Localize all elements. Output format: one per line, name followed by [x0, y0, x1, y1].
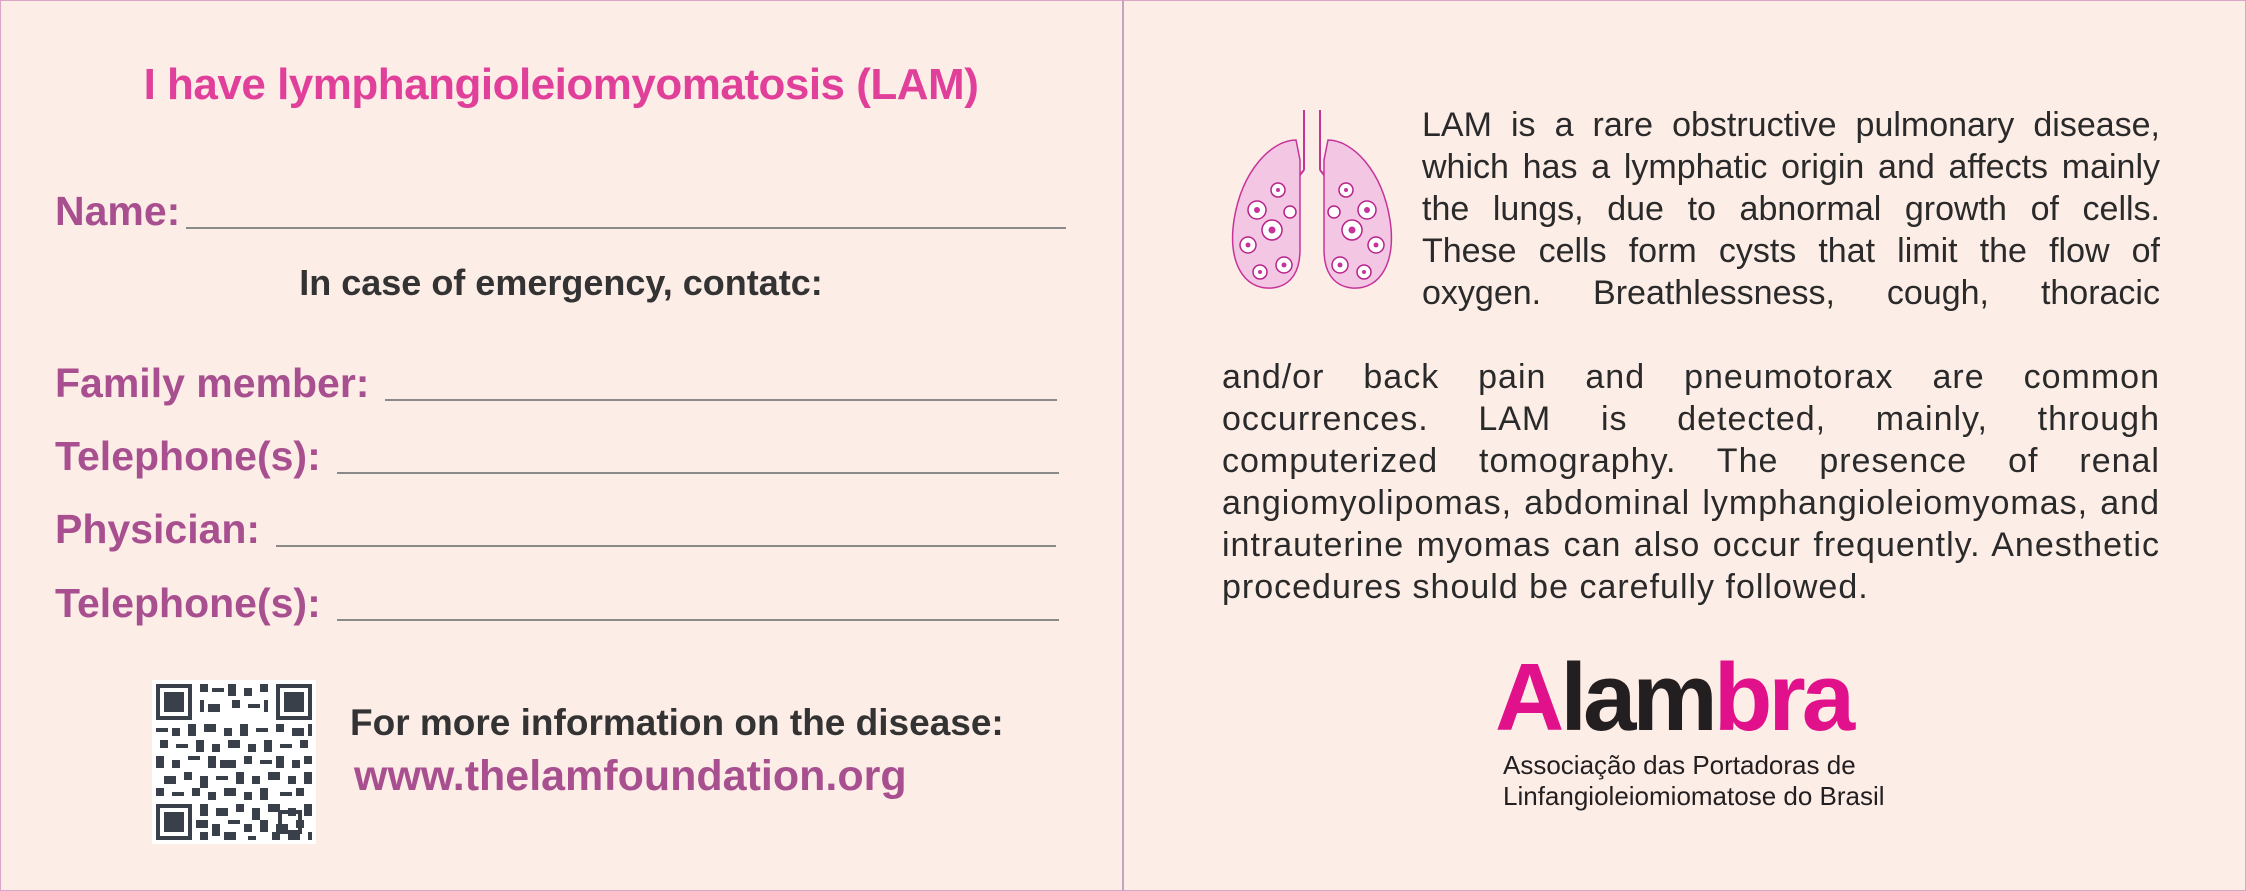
- lungs-illustration-icon: [1212, 100, 1412, 300]
- center-fold-divider: [1122, 0, 1124, 891]
- name-field: [55, 188, 1066, 235]
- description-top: LAM is a rare obstructive pulmonary disease, which has a lymphatic origin and affects mainly the lungs, due to abnormal growth of cells. These cells form cysts that limit the flow of oxygen. Breathlessness, cough, thoracic: [1422, 106, 2160, 312]
- alambra-subtitle: [1503, 750, 1915, 812]
- family-member-field: [55, 360, 1057, 407]
- physician-line[interactable]: [276, 545, 1056, 547]
- alambra-subtitle-line1: Associação das Portadoras de: [1503, 750, 1856, 780]
- family-member-label: Family member:: [55, 360, 370, 406]
- more-info-text: For more information on the disease:: [350, 702, 1004, 743]
- physician-field: [55, 506, 1056, 553]
- telephone2-label: Telephone(s):: [55, 580, 321, 626]
- qr-code-icon[interactable]: [152, 680, 316, 844]
- description-bottom: and/or back pain and pneumotorax are common occurrences. LAM is detected, mainly, through computerized tomography. The presence of renal angiomyolipomas, abdominal lymphangioleiomyomas, and intrauterine myomas can also occur frequently. Anesthetic procedures should be carefully followed.: [1222, 358, 2160, 606]
- name-line[interactable]: [186, 227, 1066, 229]
- alambra-subtitle-line2: Linfangioleiomiomatose do Brasil: [1503, 781, 1885, 811]
- physician-label: Physician:: [55, 506, 261, 552]
- name-label: Name:: [55, 188, 181, 234]
- telephone1-line[interactable]: [337, 472, 1059, 474]
- emergency-heading: In case of emergency, contatc:: [299, 262, 823, 303]
- alambra-wordmark: Alambra: [1495, 644, 1852, 751]
- alambra-logo: [1495, 644, 1915, 812]
- telephone2-line[interactable]: [337, 619, 1059, 621]
- telephone1-field: [55, 433, 1059, 480]
- family-member-line[interactable]: [385, 399, 1057, 401]
- website-link[interactable]: www.thelamfoundation.org: [354, 752, 907, 800]
- telephone2-field: [55, 580, 1059, 627]
- telephone1-label: Telephone(s):: [55, 433, 321, 479]
- card-title: I have lymphangioleiomyomatosis (LAM): [143, 60, 979, 109]
